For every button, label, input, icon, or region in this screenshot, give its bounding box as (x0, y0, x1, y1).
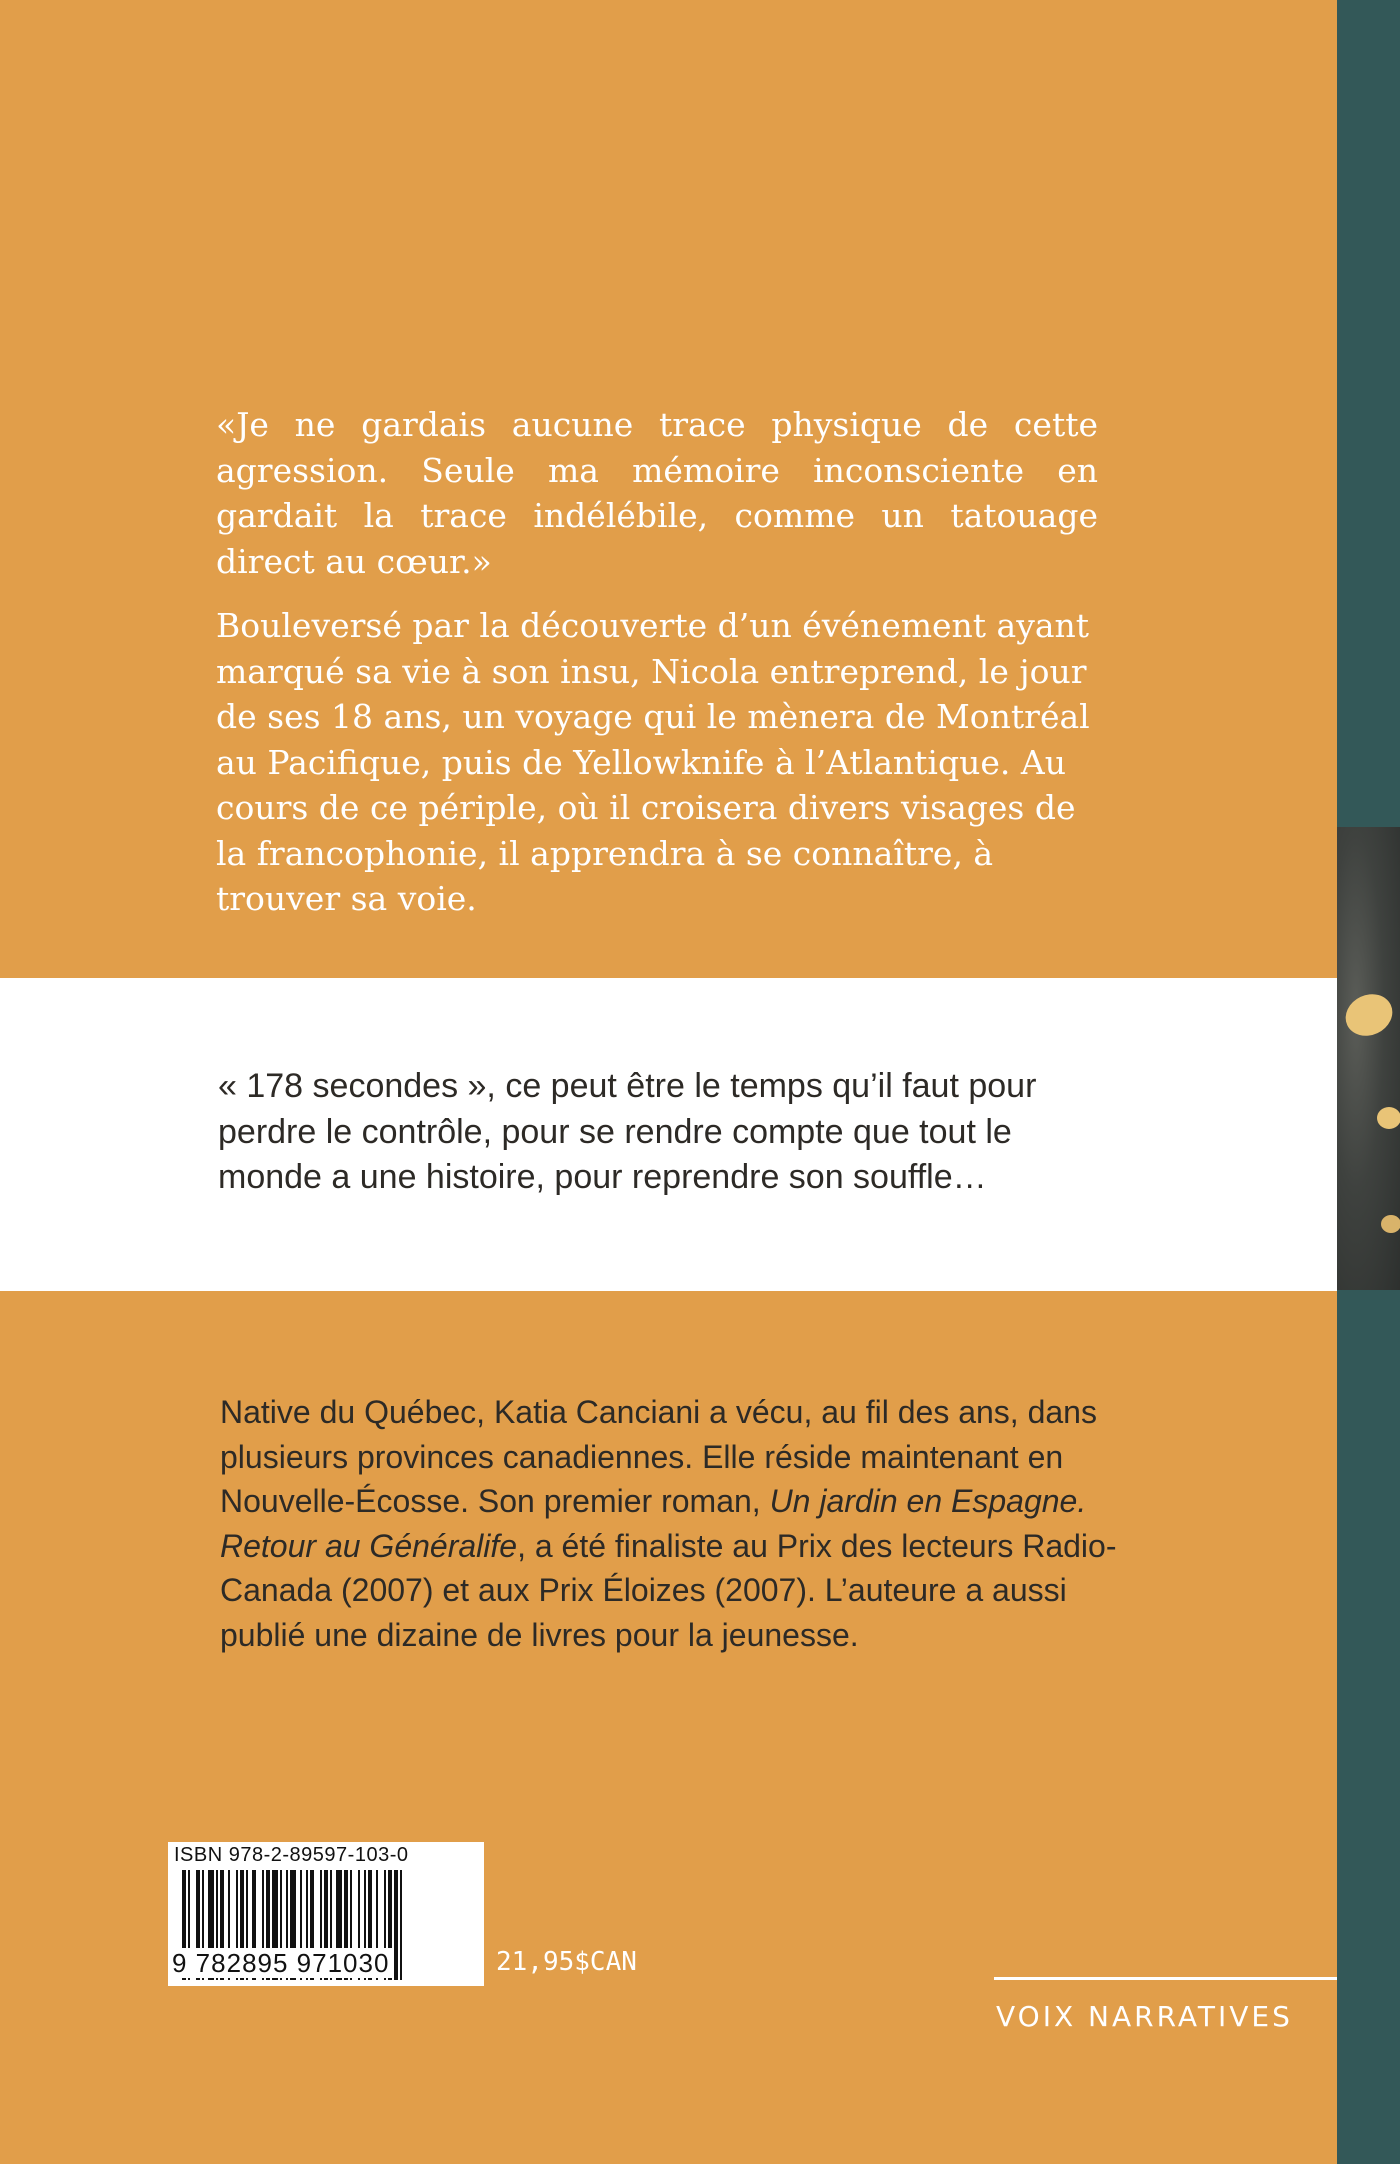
first-novel-title: Un jardin en Espagne. Retour au Généralife (220, 1483, 1087, 1564)
ean-digits (168, 1948, 484, 1979)
spine-photo-highlight (1339, 987, 1399, 1044)
tagline-line: « 178 secondes », ce peut être le temps qu’il faut pour (218, 1067, 1037, 1105)
author-bio-text: Native du Québec, Katia Canciani a vécu, au fil des ans, dans plusieurs provinces canadiennes. Elle réside maintenant en Nouvelle-Écosse. Son premier roman, (220, 1394, 1097, 1519)
synopsis-paragraph: Bouleversé par la découverte d’un événement ayant marqué sa vie à son insu, Nicola entreprend, le jour de ses 18 ans, un voyage qui le mènera de Montréal au Pacifique, puis de Yellowknife à l’Atlantique. Au cours de ce périple, où il croisera divers visages de la francophonie, il apprendra à se connaître, à trouver sa voie. (216, 606, 1090, 918)
price-label: 21,95$CAN (496, 1947, 637, 1977)
collection-divider (994, 1977, 1337, 1980)
isbn-barcode (168, 1842, 484, 1986)
ean-digits-text: 9 782895 971030 (168, 1948, 393, 1978)
author-bio-text: , a été finaliste au Prix des lecteurs Radio-Canada (2007) et aux Prix Éloizes (2007). L’auteure a aussi publié une dizaine de livres pour la jeunesse. (220, 1527, 1117, 1653)
author-bio (220, 1390, 1124, 1657)
spine-photo-strip (1337, 827, 1400, 1290)
tagline-line: perdre le contrôle, pour se rendre compte que tout le (218, 1112, 1012, 1151)
spine-photo-highlight (1377, 1107, 1400, 1129)
spine-photo-highlight (1381, 1215, 1400, 1233)
isbn-number: ISBN 978-2-89597-103-0 (174, 1844, 409, 1866)
excerpt-quote: «Je ne gardais aucune trace physique de cette agression. Seule ma mémoire inconsciente en gardait la trace indélébile, comme un tatouage direct au cœur.» (216, 405, 1098, 581)
collection-name: VOIX NARRATIVES (996, 2000, 1293, 2033)
tagline-line: monde a une histoire, pour reprendre son souffle… (218, 1158, 987, 1196)
tagline-text (218, 1064, 1178, 1201)
